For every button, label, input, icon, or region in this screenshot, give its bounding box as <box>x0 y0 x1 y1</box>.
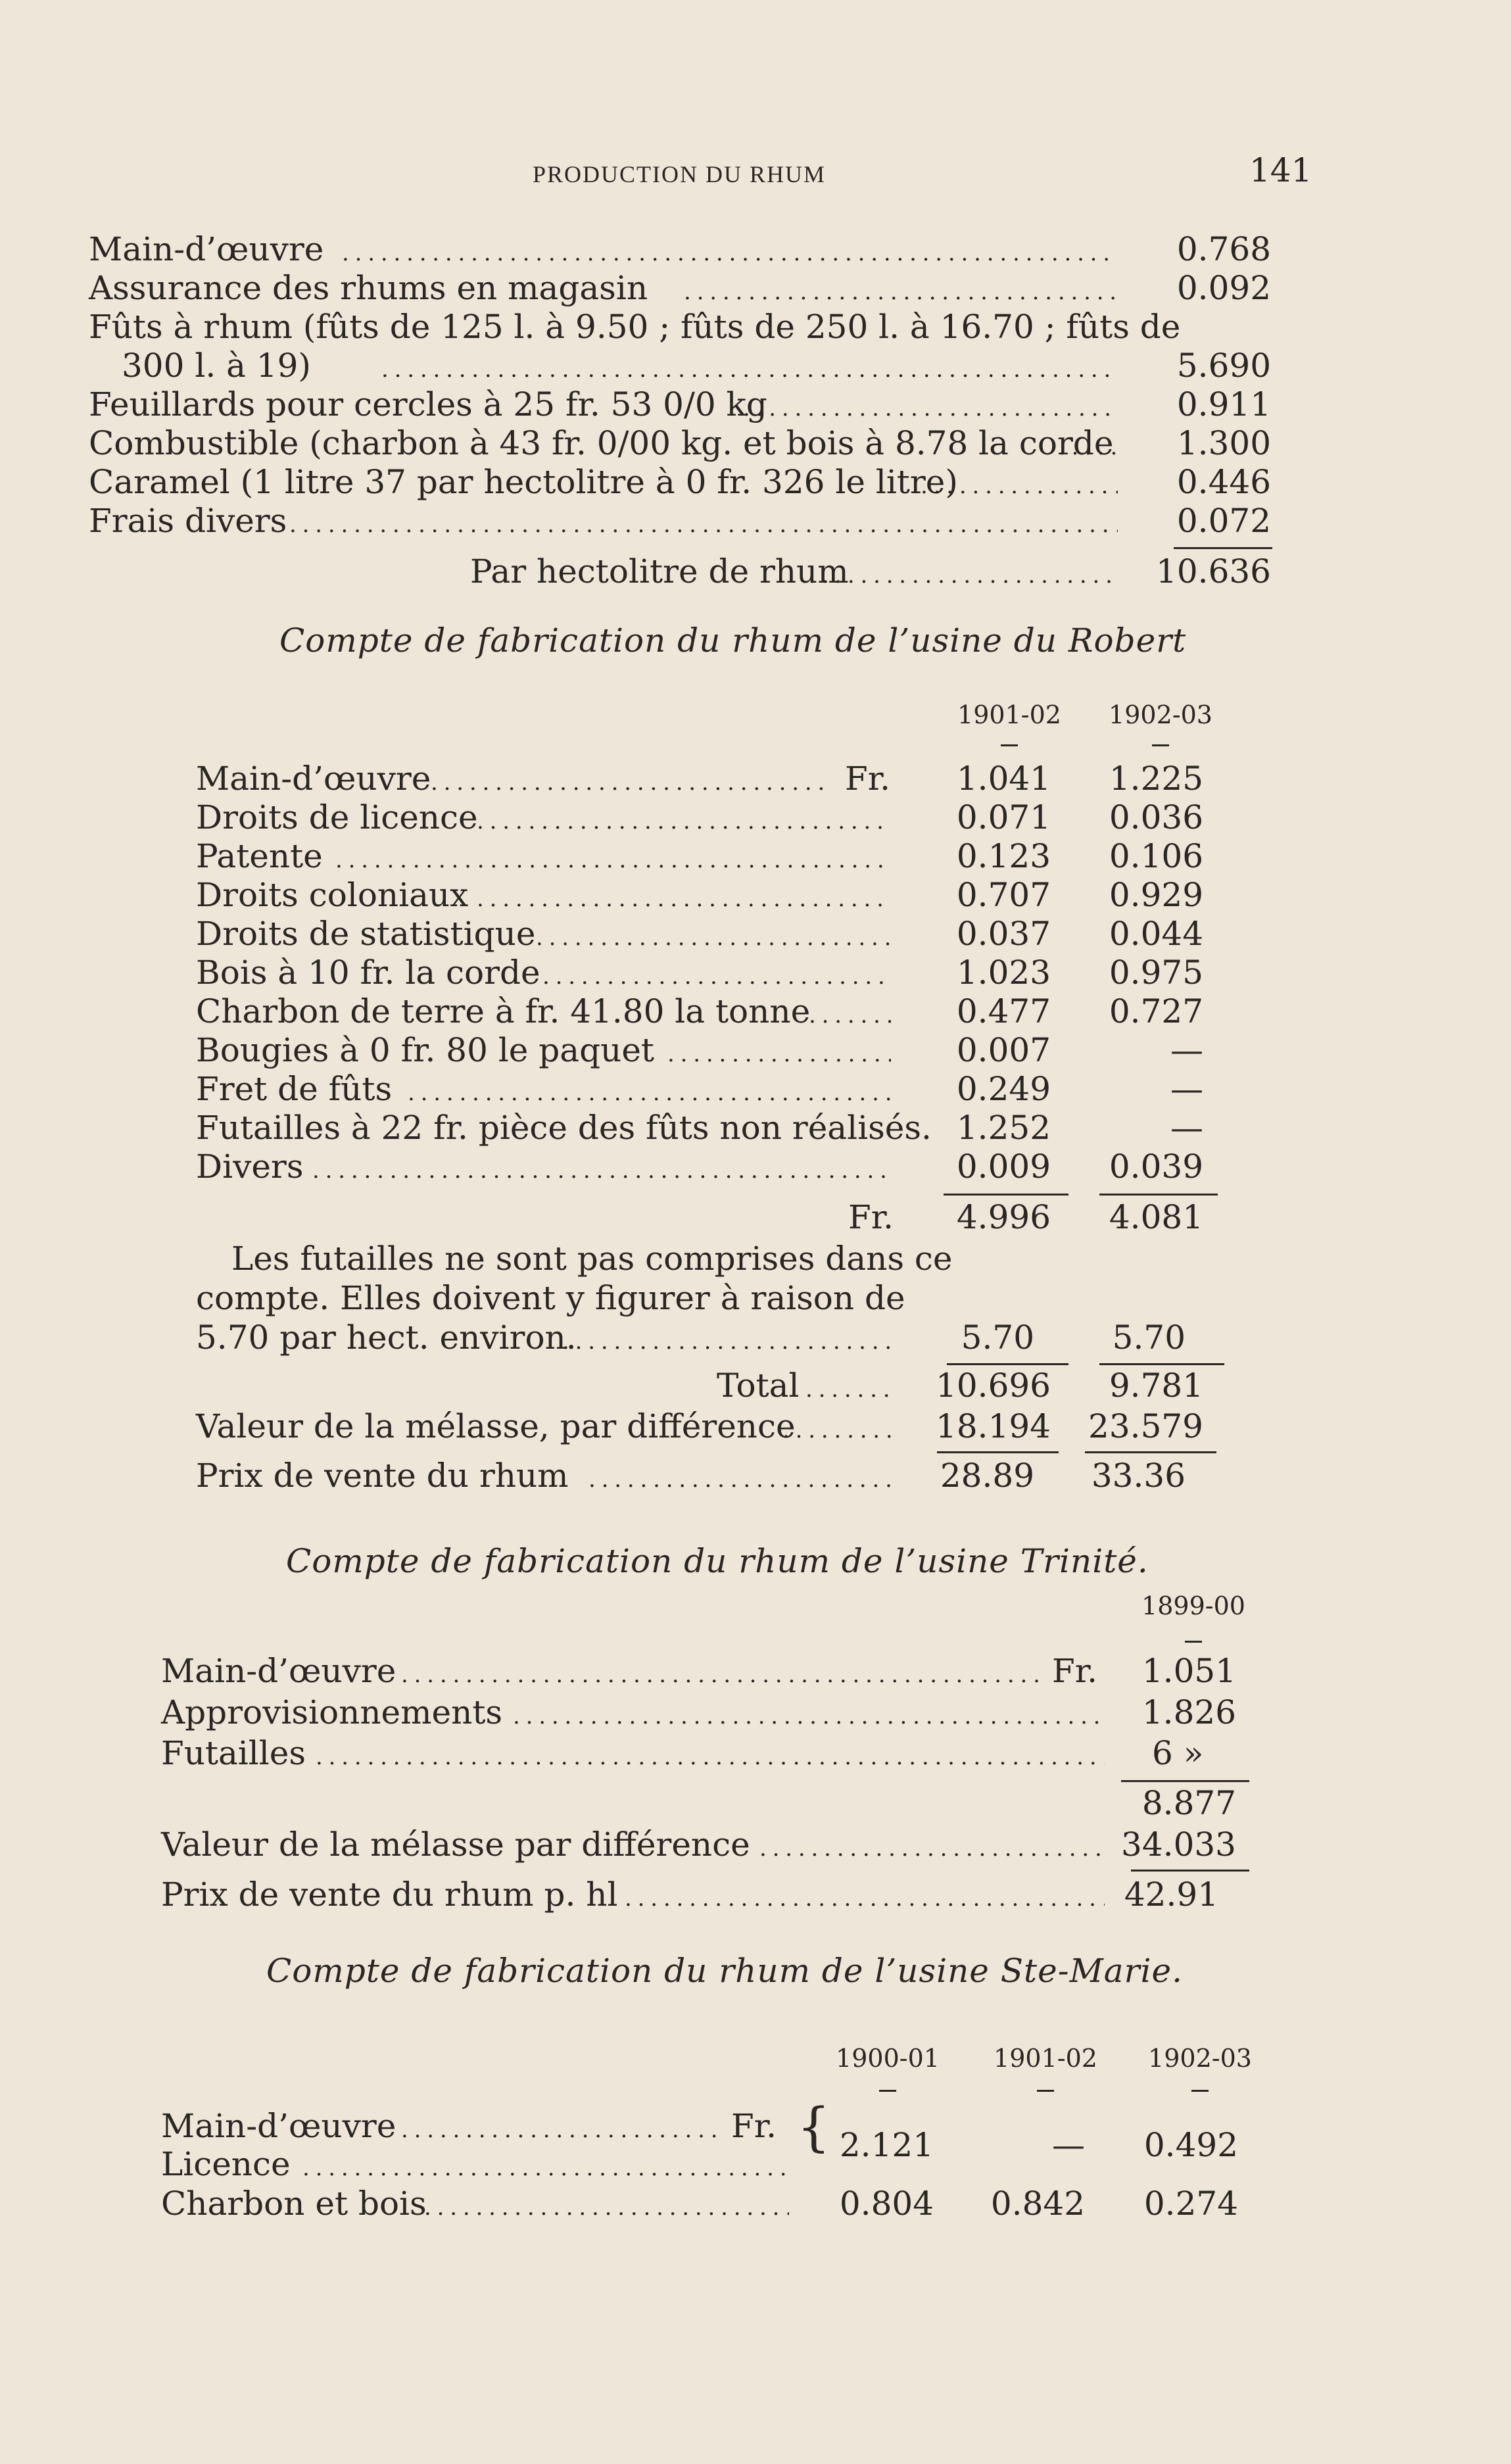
sum-rule <box>947 1363 1068 1365</box>
sum-rule <box>1121 1780 1249 1782</box>
sum-rule <box>1099 1363 1224 1365</box>
dot-leader <box>562 1318 891 1361</box>
table-row-label: Futailles <box>161 1734 306 1772</box>
dot-leader <box>408 1070 891 1112</box>
table-cell: 0.274 <box>1143 2185 1238 2223</box>
table-cell: — <box>1170 1070 1203 1108</box>
list-value: 5.690 <box>1176 347 1271 385</box>
table-cell: 5.70 <box>961 1318 1034 1357</box>
total-label: Total <box>717 1366 800 1405</box>
subtotal-cell: 4.996 <box>956 1198 1051 1236</box>
dot-leader <box>805 1366 891 1409</box>
table-cell: 0.123 <box>956 837 1051 875</box>
year-header: 1899-00 <box>1141 1591 1245 1620</box>
dot-leader <box>536 915 891 957</box>
table-cell: — <box>1170 1031 1203 1069</box>
header-dash <box>1191 2090 1209 2092</box>
table-cell: 0.249 <box>956 1070 1051 1108</box>
subtotal-label: Fr. <box>848 1198 894 1236</box>
dot-leader <box>477 876 891 918</box>
note-line: 5.70 par hect. environ. <box>196 1318 577 1357</box>
total-label: Par hectolitre de rhum <box>470 552 849 591</box>
section-title-stemarie: Compte de fabrication du rhum de l’usine Ste-Marie. <box>266 1952 1183 1990</box>
list-value: 0.911 <box>1176 385 1271 423</box>
dot-leader <box>625 1875 1105 1918</box>
table-cell: 5.70 <box>1112 1318 1186 1357</box>
dot-leader <box>513 1693 1105 1735</box>
list-label: Fûts à rhum (fûts de 125 l. à 9.50 ; fûts de 250 l. à 16.70 ; fûts de <box>89 308 1181 346</box>
list-label: Main-d’œuvre <box>89 230 324 268</box>
table-row-label: Main-d’œuvre <box>196 760 431 798</box>
table-cell: — <box>1170 1109 1203 1147</box>
total-cell: 10.696 <box>936 1366 1051 1405</box>
table-row-label: Droits de licence <box>196 798 478 836</box>
list-value: 0.092 <box>1176 269 1271 307</box>
table-row-label: Bougies à 0 fr. 80 le paquet <box>196 1031 654 1069</box>
dot-leader <box>684 269 1118 311</box>
table-cell: 0.007 <box>956 1031 1051 1069</box>
table-cell: 0.929 <box>1109 876 1203 914</box>
dot-leader <box>401 2107 723 2149</box>
table-row-label: Divers <box>196 1147 304 1186</box>
dot-leader <box>542 954 891 996</box>
year-header: 1902-03 <box>1109 700 1212 729</box>
table-cell: 0.106 <box>1109 837 1203 875</box>
table-row-label: Main-d’œuvre <box>161 2107 396 2145</box>
sum-rule <box>1174 547 1272 549</box>
melasse-label: Valeur de la mélasse par différence <box>161 1825 750 1864</box>
dot-leader <box>759 1825 1105 1868</box>
sum-rule <box>937 1451 1059 1453</box>
list-label: 300 l. à 19) <box>122 347 311 385</box>
table-cell: 1.225 <box>1109 760 1203 798</box>
list-label: Combustible (charbon à 43 fr. 0/00 kg. et bois à 8.78 la corde <box>89 424 1114 462</box>
sum-rule <box>1099 1194 1218 1196</box>
list-label: Caramel (1 litre 37 par hectolitre à 0 fr. 326 le litre) <box>89 463 958 501</box>
table-cell: 0.037 <box>956 915 1051 953</box>
table-cell: 33.36 <box>1091 1457 1186 1495</box>
table-row-label: Futailles à 22 fr. pièce des fûts non réalisés. <box>196 1109 932 1147</box>
dot-leader <box>401 1652 1039 1694</box>
dot-leader <box>667 1031 891 1073</box>
sum-rule <box>1131 1870 1249 1872</box>
header-dash <box>1185 1641 1202 1643</box>
list-value: 0.768 <box>1176 230 1271 268</box>
note-line: compte. Elles doivent y figurer à raison de <box>196 1279 905 1317</box>
prix-label: Prix de vente du rhum <box>196 1457 569 1495</box>
dot-leader <box>743 385 1118 427</box>
list-value: 1.300 <box>1176 424 1271 462</box>
year-header: 1902-03 <box>1148 2044 1252 2073</box>
dot-leader <box>588 1457 891 1499</box>
table-cell: 0.707 <box>956 876 1051 914</box>
table-row-label: Main-d’œuvre <box>161 1652 396 1690</box>
table-cell: 0.009 <box>956 1147 1051 1186</box>
dot-leader <box>289 502 1118 544</box>
dot-leader <box>335 837 891 879</box>
section-title-trinite: Compte de fabrication du rhum de l’usine Trinité. <box>286 1542 1149 1580</box>
table-cell: 2.121 <box>839 2126 934 2164</box>
prix-label: Prix de vente du rhum p. hl <box>161 1875 618 1914</box>
table-row-label: Charbon et bois <box>161 2185 427 2223</box>
table-row-label: Droits coloniaux <box>196 876 469 914</box>
dot-leader <box>431 760 828 802</box>
dot-leader <box>1059 424 1118 466</box>
currency-label: Fr. <box>1052 1652 1097 1690</box>
table-cell: 0.842 <box>990 2185 1085 2223</box>
subtotal-cell: 4.081 <box>1109 1198 1203 1236</box>
table-row-label: Fret de fûts <box>196 1070 393 1108</box>
table-row-label: Approvisionnements <box>161 1693 503 1731</box>
currency-label: Fr. <box>731 2107 777 2145</box>
table-cell: — <box>1052 2126 1085 2164</box>
dot-leader <box>921 463 1118 505</box>
list-label: Frais divers <box>89 502 287 540</box>
melasse-label: Valeur de la mélasse, par différence <box>196 1407 796 1445</box>
table-cell: 28.89 <box>940 1457 1034 1495</box>
total-cell: 9.781 <box>1109 1366 1203 1405</box>
table-row-label: Licence <box>161 2145 291 2183</box>
header-dash <box>879 2090 896 2092</box>
subtotal-cell: 8.877 <box>1141 1784 1236 1822</box>
header-dash <box>1001 744 1018 746</box>
table-cell: 0.477 <box>956 992 1051 1030</box>
table-cell: 0.036 <box>1109 798 1203 836</box>
table-cell: 0.071 <box>956 798 1051 836</box>
header-dash <box>1152 744 1169 746</box>
table-cell: 0.039 <box>1109 1147 1203 1186</box>
dot-leader <box>782 1407 891 1449</box>
table-cell: 1.051 <box>1141 1652 1236 1690</box>
list-value: 0.072 <box>1176 502 1271 540</box>
list-label: Feuillards pour cercles à 25 fr. 53 0/0 kg <box>89 385 767 423</box>
dot-leader <box>424 2185 789 2227</box>
list-label: Assurance des rhums en magasin <box>89 269 648 307</box>
year-header: 1901-02 <box>994 2044 1097 2073</box>
dot-leader <box>316 1734 1105 1776</box>
dot-leader <box>381 347 1118 389</box>
table-cell: 1.023 <box>956 954 1051 992</box>
table-cell: 42.91 <box>1124 1875 1218 1914</box>
table-cell: 0.804 <box>839 2185 934 2223</box>
dot-leader <box>809 992 891 1034</box>
note-line: Les futailles ne sont pas comprises dans ce <box>231 1240 953 1278</box>
total-value: 10.636 <box>1156 552 1271 591</box>
year-header: 1901-02 <box>957 700 1061 729</box>
table-cell: 1.826 <box>1141 1693 1236 1731</box>
table-row-label: Charbon de terre à fr. 41.80 la tonne <box>196 992 811 1030</box>
table-row-label: Droits de statistique <box>196 915 536 953</box>
dot-leader <box>342 230 1118 272</box>
running-title: PRODUCTION DU RHUM <box>533 161 827 187</box>
table-cell: 1.041 <box>956 760 1051 798</box>
table-row-label: Patente <box>196 837 323 875</box>
table-cell: 0.975 <box>1109 954 1203 992</box>
dot-leader <box>809 552 1118 594</box>
table-cell: 6 » <box>1152 1734 1204 1772</box>
table-cell: 34.033 <box>1121 1825 1236 1864</box>
year-header: 1900-01 <box>836 2044 940 2073</box>
dot-leader <box>312 1147 891 1190</box>
dot-leader <box>302 2145 789 2187</box>
table-cell: 0.044 <box>1109 915 1203 953</box>
grouping-brace: { <box>797 2096 830 2158</box>
table-cell: 0.492 <box>1143 2126 1238 2164</box>
header-dash <box>1037 2090 1054 2092</box>
table-cell: 1.252 <box>956 1109 1051 1147</box>
table-cell: 0.727 <box>1109 992 1203 1030</box>
dot-leader <box>477 798 891 840</box>
list-value: 0.446 <box>1176 463 1271 501</box>
page-number: 141 <box>1249 151 1312 189</box>
sum-rule <box>944 1194 1068 1196</box>
sum-rule <box>1085 1451 1216 1453</box>
table-cell: 23.579 <box>1088 1407 1203 1445</box>
section-title-robert: Compte de fabrication du rhum de l’usine du Robert <box>279 621 1187 660</box>
table-row-label: Bois à 10 fr. la corde <box>196 954 540 992</box>
table-cell: 18.194 <box>936 1407 1051 1445</box>
currency-label: Fr. <box>845 760 890 798</box>
